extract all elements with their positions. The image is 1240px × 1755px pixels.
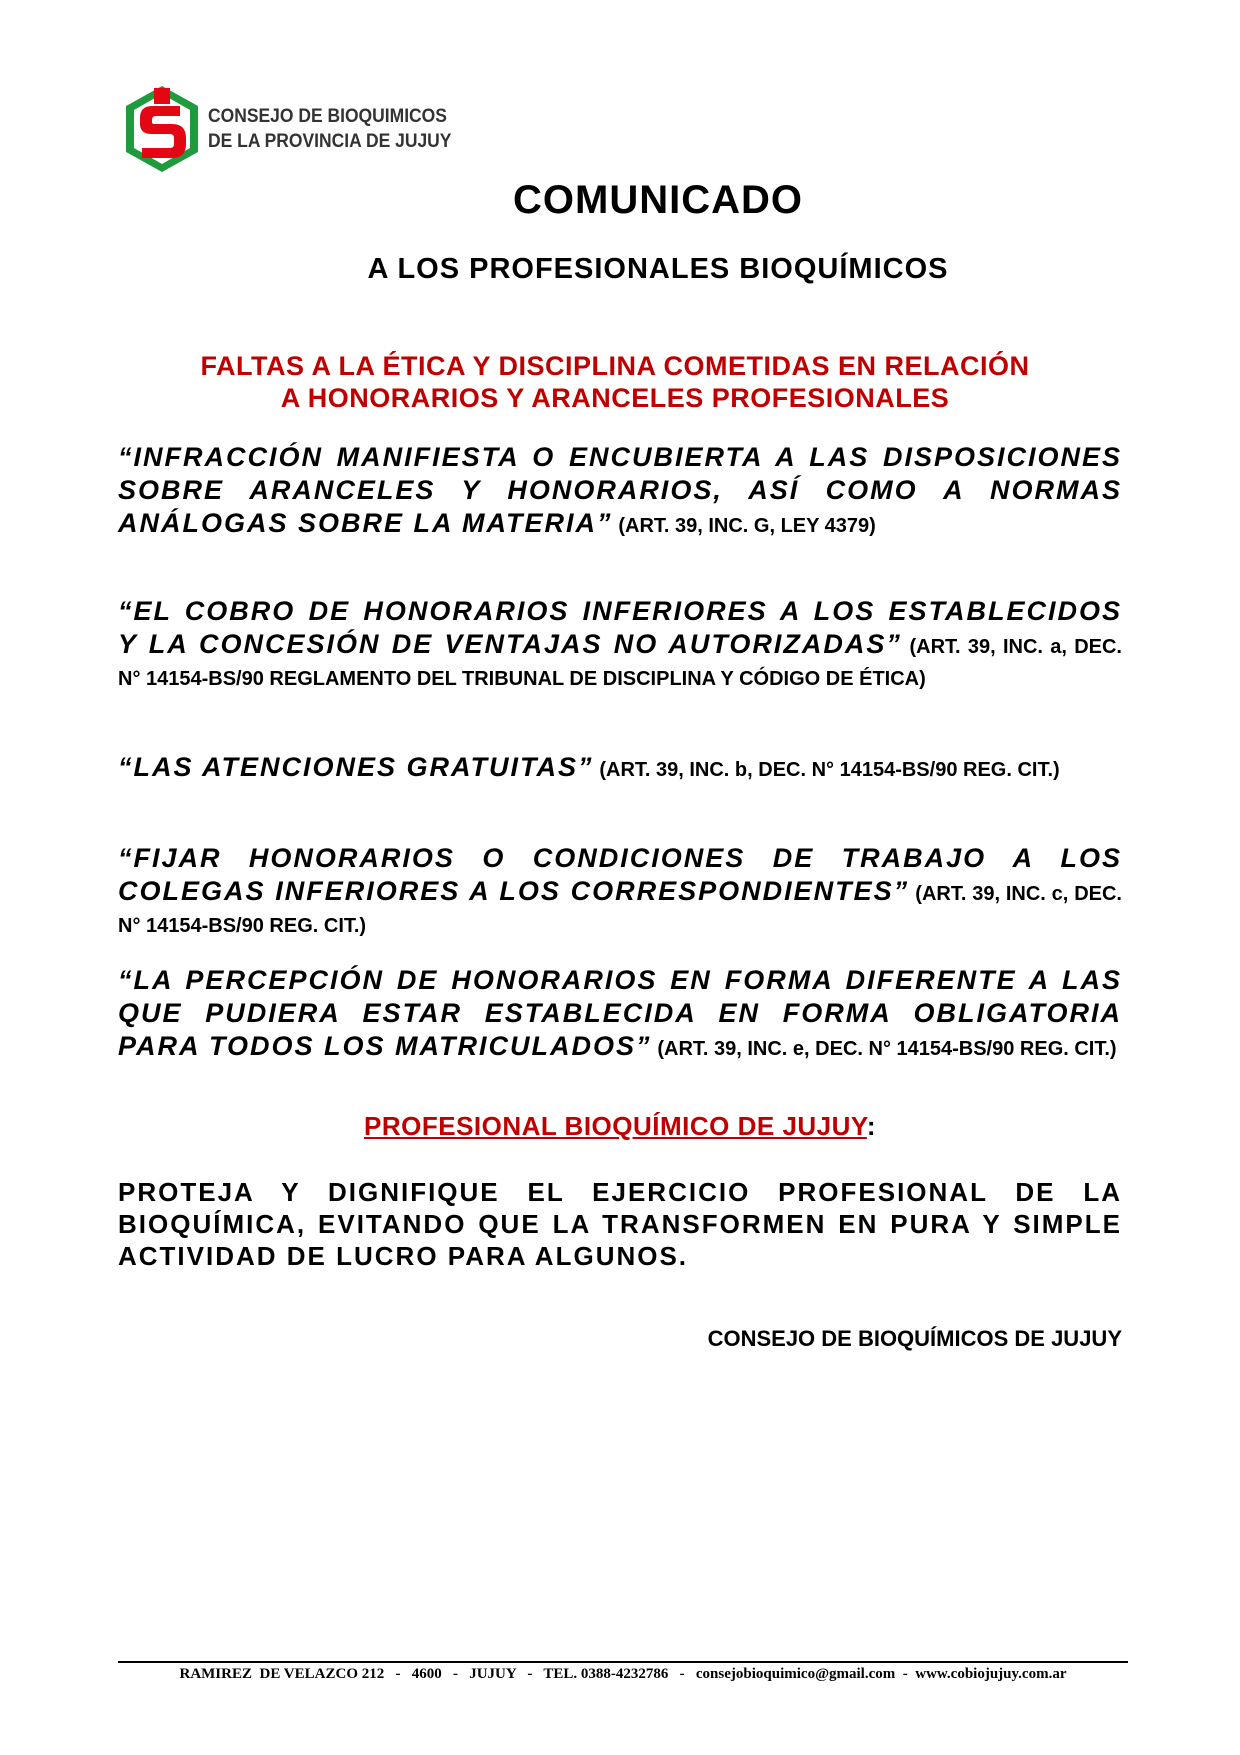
logo-text [208,104,451,154]
ethics-clause [118,442,1122,542]
section-heading-line-2: A HONORARIOS Y ARANCELES PROFESIONALES [280,383,950,413]
signature: CONSEJO DE BIOQUÍMICOS DE JUJUY [707,1326,1122,1351]
clause-citation: (ART. 39, INC. e, DEC. N° 14154-BS/90 REG. CIT.) [657,1038,1117,1060]
clause-citation: (ART. 39, INC. G, LEY 4379) [618,515,876,537]
logo-line-2: DE LA PROVINCIA DE JUJUY [208,131,452,152]
clause-citation: (ART. 39, INC. a, DEC. N° 14154-BS/90 REGLAMENTO DEL TRIBUNAL DE DISCIPLINA Y CÓDIGO DE ÉTICA) [118,636,1122,690]
exhortation-text: PROTEJA Y DIGNIFIQUE EL EJERCICIO PROFESIONAL DE LA BIOQUÍMICA, EVITANDO QUE LA TRANSFORMEN EN PURA Y SIMPLE ACTIVIDAD DE LUCRO PARA ALGUNOS. [118,1177,1122,1271]
clause-citation: (ART. 39, INC. c, DEC. N° 14154-BS/90 REG. CIT.) [118,883,1122,937]
footer-divider [118,1661,1128,1663]
clause-citation: (ART. 39, INC. b, DEC. N° 14154-BS/90 REG. CIT.) [599,759,1060,781]
page-title: COMUNICADO [513,178,803,222]
logo-line-1: CONSEJO DE BIOQUIMICOS [208,106,447,127]
clause-quote: “FIJAR HONORARIOS O CONDICIONES DE TRABAJO A LOS COLEGAS INFERIORES A LOS CORRESPONDIENTES” [118,843,1122,906]
council-emblem-icon [124,84,200,174]
ethics-clause [118,752,1122,786]
footer-contact: RAMIREZ DE VELAZCO 212 - 4600 - JUJUY - TEL. 0388-4232786 - consejobioquimico@gmail.com - www.cobiojujuy.com.ar [179,1666,1067,1682]
council-logo [124,84,544,176]
ethics-clause [118,596,1122,695]
ethics-clause [118,843,1122,942]
call-to-action-colon: : [866,1111,876,1141]
clause-quote: “LA PERCEPCIÓN DE HONORARIOS EN FORMA DIFERENTE A LAS QUE PUDIERA ESTAR ESTABLECIDA EN FORMA OBLIGATORIA PARA TODOS LOS MATRICULADOS” [118,965,1122,1061]
call-to-action-label: PROFESIONAL BIOQUÍMICO DE JUJUY [364,1111,867,1141]
ethics-clause [118,965,1122,1065]
page-subtitle: A LOS PROFESIONALES BIOQUÍMICOS [367,253,949,285]
section-heading [0,350,1230,414]
clause-quote: “EL COBRO DE HONORARIOS INFERIORES A LOS ESTABLECIDOS Y LA CONCESIÓN DE VENTAJAS NO AUTORIZADAS” [118,596,1122,659]
section-heading-line-1: FALTAS A LA ÉTICA Y DISCIPLINA COMETIDAS EN RELACIÓN [200,351,1030,381]
clause-quote: “INFRACCIÓN MANIFIESTA O ENCUBIERTA A LAS DISPOSICIONES SOBRE ARANCELES Y HONORARIOS, ASÍ COMO A NORMAS ANÁLOGAS SOBRE LA MATERIA” [118,442,1122,538]
call-to-action [0,1111,1240,1142]
clause-quote: “LAS ATENCIONES GRATUITAS” [118,752,594,782]
